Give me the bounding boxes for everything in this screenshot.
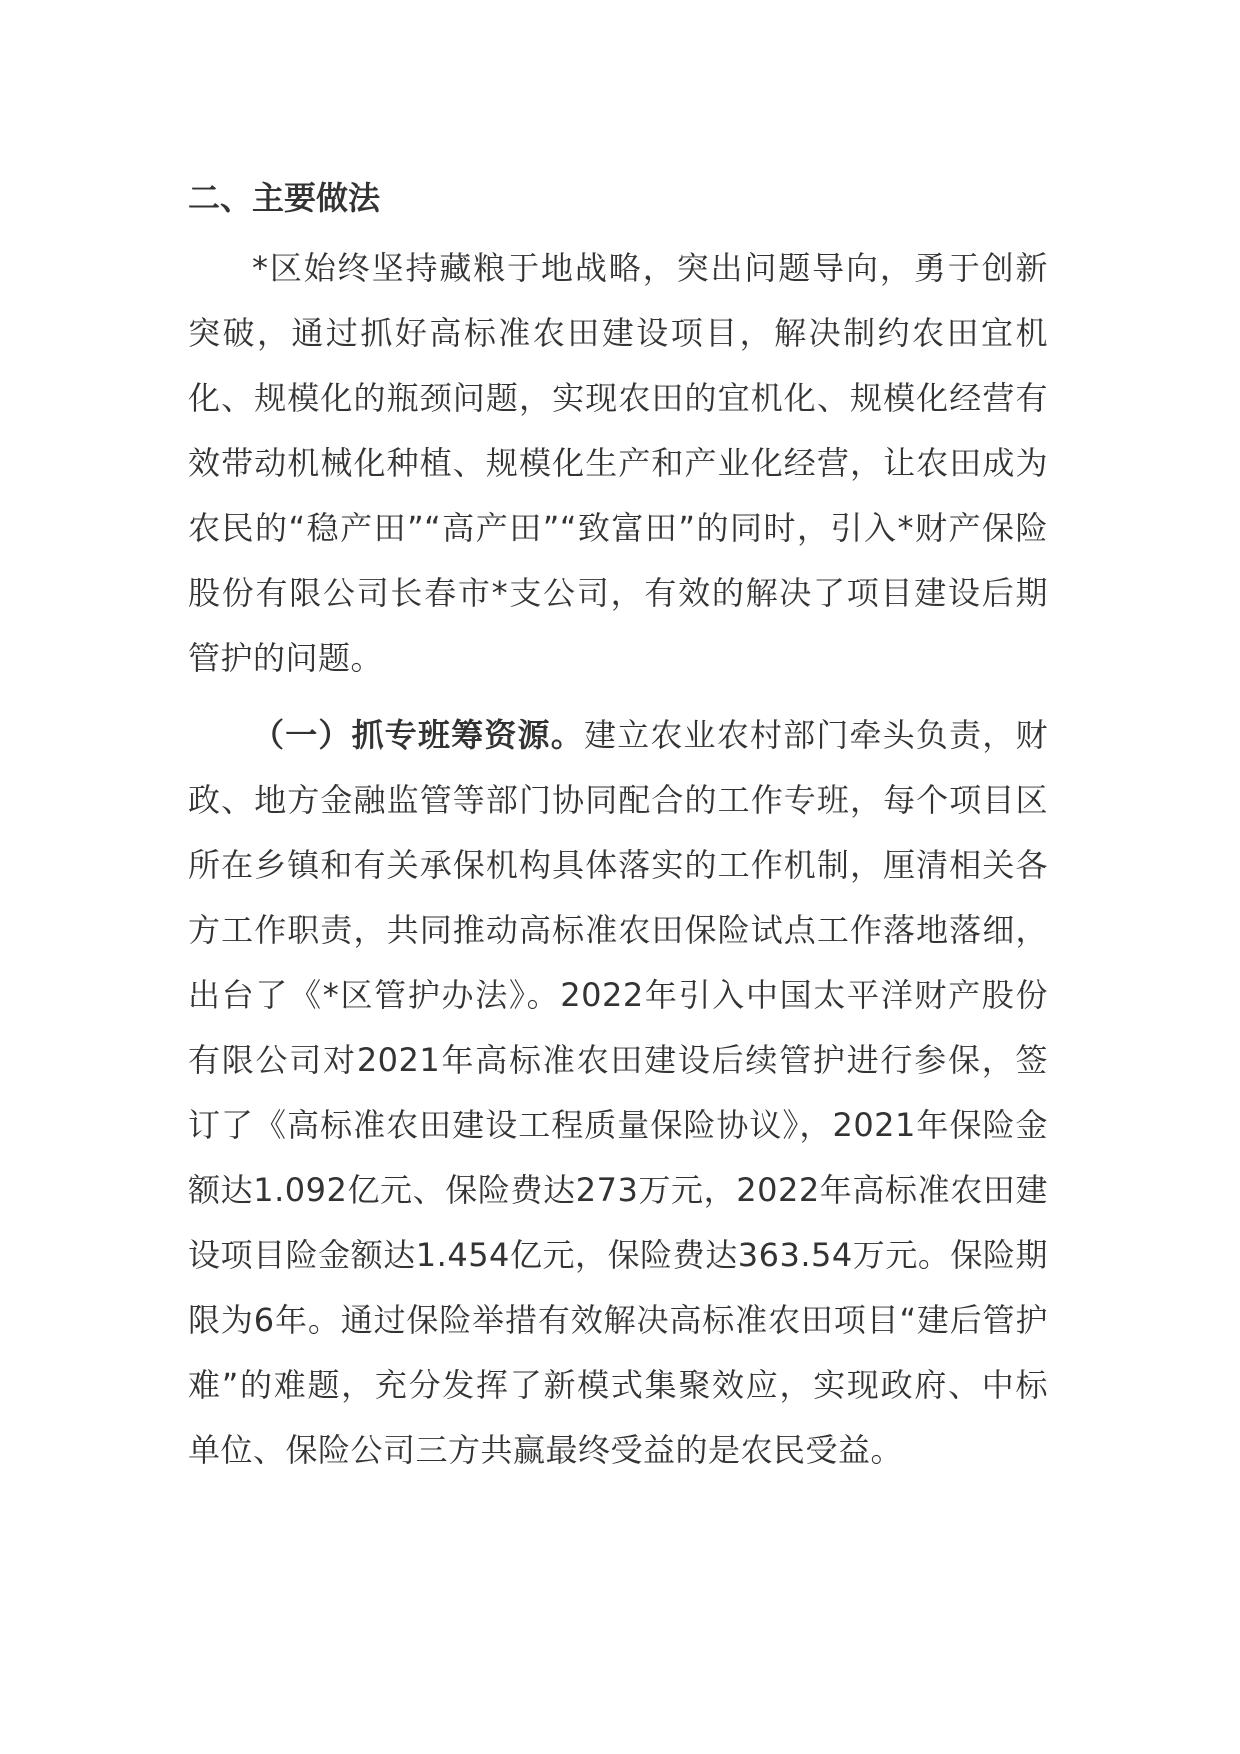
paragraph-body: 建立农业农村部门牵头负责，财政、地方金融监管等部门协同配合的工作专班，每个项目区所在乡镇和有关承保机构具体落实的工作机制，厘清相关各方工作职责，共同推动高标准农田保险试点工作落地落细，出台了《*区管护办法》。2022年引入中国太平洋财产股份有限公司对2021年高标准农田建设后续管护进行参保，签订了《高标准农田建设工程质量保险协议》，2021年保险金额达1.092亿元、保险费达273万元，2022年高标准农田建设项目险金额达1.454亿元，保险费达363.54万元。保险期限为6年。通过保险举措有效解决高标准农田项目“建后管护难”的难题，充分发挥了新模式集聚效应，实现政府、中标单位、保险公司三方共赢最终受益的是农民受益。 (188, 716, 1048, 1469)
paragraph-lead: （一）抓专班筹资源。 (252, 716, 584, 754)
document-page (188, 168, 1048, 1495)
paragraph-measure-1 (188, 703, 1048, 1483)
paragraph-intro: *区始终坚持藏粮于地战略，突出问题导向，勇于创新突破，通过抓好高标准农田建设项目，解决制约农田宜机化、规模化的瓶颈问题，实现农田的宜机化、规模化经营有效带动机械化种植、规模化生产和产业化经营，让农田成为农民的“稳产田”“高产田”“致富田”的同时，引入*财产保险股份有限公司长春市*支公司，有效的解决了项目建设后期管护的问题。 (188, 249, 1048, 677)
section-heading: 二、主要做法 (188, 179, 381, 217)
